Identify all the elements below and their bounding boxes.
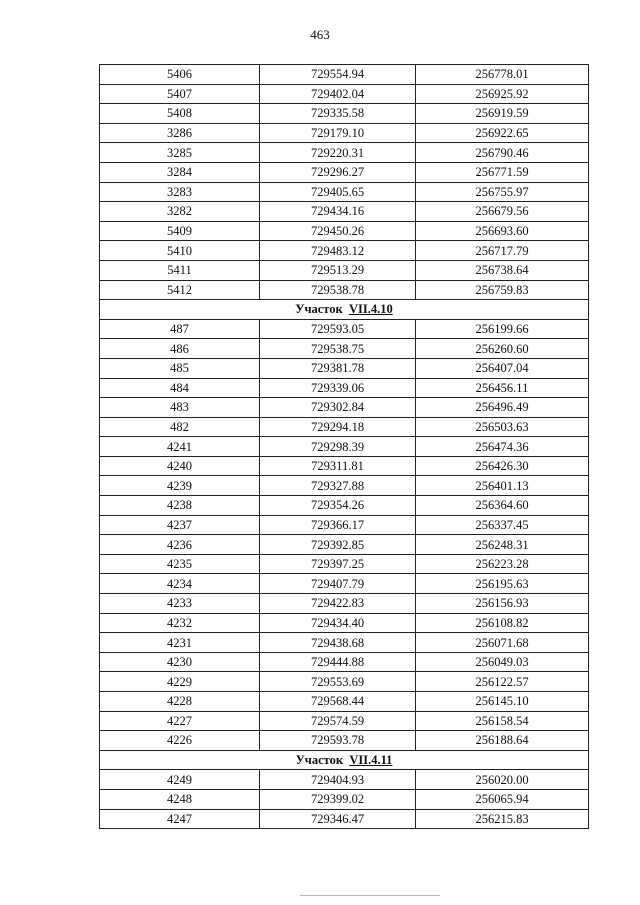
y-coordinate-cell: 256071.68: [416, 633, 589, 653]
y-coordinate-cell: 256496.49: [416, 398, 589, 418]
table-row: [100, 711, 589, 731]
point-number-cell: 3283: [100, 182, 260, 202]
y-coordinate-cell: 256020.00: [416, 770, 589, 790]
point-number-cell: 4241: [100, 437, 260, 457]
point-number-cell: 5410: [100, 241, 260, 261]
x-coordinate-cell: 729296.27: [260, 162, 416, 182]
point-number-cell: 4233: [100, 594, 260, 614]
y-coordinate-cell: 256145.10: [416, 692, 589, 712]
table-row: [100, 809, 589, 829]
table-row: [100, 417, 589, 437]
table-row: [100, 182, 589, 202]
table-row: [100, 123, 589, 143]
x-coordinate-cell: 729404.93: [260, 770, 416, 790]
point-number-cell: 4236: [100, 535, 260, 555]
page-number: 463: [310, 27, 330, 42]
section-label: Участок: [295, 302, 343, 317]
y-coordinate-cell: 256188.64: [416, 731, 589, 751]
point-number-cell: 4226: [100, 731, 260, 751]
point-number-cell: 486: [100, 339, 260, 359]
table-row: [100, 280, 589, 300]
y-coordinate-cell: 256108.82: [416, 613, 589, 633]
x-coordinate-cell: 729294.18: [260, 417, 416, 437]
y-coordinate-cell: 256426.30: [416, 456, 589, 476]
point-number-cell: 4248: [100, 789, 260, 809]
y-coordinate-cell: 256049.03: [416, 652, 589, 672]
point-number-cell: 4240: [100, 456, 260, 476]
table-row: [100, 143, 589, 163]
table-row: [100, 202, 589, 222]
y-coordinate-cell: 256759.83: [416, 280, 589, 300]
y-coordinate-cell: 256778.01: [416, 65, 589, 85]
point-number-cell: 4239: [100, 476, 260, 496]
coordinates-table: [99, 64, 589, 829]
point-number-cell: 4227: [100, 711, 260, 731]
table-row: [100, 672, 589, 692]
x-coordinate-cell: 729399.02: [260, 789, 416, 809]
y-coordinate-cell: 256925.92: [416, 84, 589, 104]
table-row: [100, 731, 589, 751]
x-coordinate-cell: 729434.40: [260, 613, 416, 633]
table-row: [100, 456, 589, 476]
y-coordinate-cell: 256717.79: [416, 241, 589, 261]
point-number-cell: 483: [100, 398, 260, 418]
table-row: [100, 613, 589, 633]
x-coordinate-cell: 729339.06: [260, 378, 416, 398]
point-number-cell: 487: [100, 319, 260, 339]
point-number-cell: 3285: [100, 143, 260, 163]
x-coordinate-cell: 729538.78: [260, 280, 416, 300]
table-row: [100, 162, 589, 182]
y-coordinate-cell: 256065.94: [416, 789, 589, 809]
x-coordinate-cell: 729302.84: [260, 398, 416, 418]
point-number-cell: 4238: [100, 496, 260, 516]
y-coordinate-cell: 256158.54: [416, 711, 589, 731]
x-coordinate-cell: 729397.25: [260, 554, 416, 574]
x-coordinate-cell: 729568.44: [260, 692, 416, 712]
x-coordinate-cell: 729405.65: [260, 182, 416, 202]
x-coordinate-cell: 729553.69: [260, 672, 416, 692]
table-row: [100, 437, 589, 457]
table-row: [100, 554, 589, 574]
coordinates-table-body: [100, 65, 589, 829]
point-number-cell: 485: [100, 358, 260, 378]
y-coordinate-cell: 256456.11: [416, 378, 589, 398]
point-number-cell: 5409: [100, 221, 260, 241]
point-number-cell: 4234: [100, 574, 260, 594]
x-coordinate-cell: 729392.85: [260, 535, 416, 555]
y-coordinate-cell: 256156.93: [416, 594, 589, 614]
table-row: [100, 104, 589, 124]
x-coordinate-cell: 729381.78: [260, 358, 416, 378]
x-coordinate-cell: 729593.78: [260, 731, 416, 751]
x-coordinate-cell: 729220.31: [260, 143, 416, 163]
point-number-cell: 4232: [100, 613, 260, 633]
table-row: [100, 770, 589, 790]
point-number-cell: 484: [100, 378, 260, 398]
x-coordinate-cell: 729346.47: [260, 809, 416, 829]
x-coordinate-cell: 729554.94: [260, 65, 416, 85]
y-coordinate-cell: 256122.57: [416, 672, 589, 692]
x-coordinate-cell: 729327.88: [260, 476, 416, 496]
table-row: [100, 496, 589, 516]
table-row: [100, 515, 589, 535]
point-number-cell: 3282: [100, 202, 260, 222]
table-row: [100, 535, 589, 555]
table-row: [100, 476, 589, 496]
point-number-cell: 5406: [100, 65, 260, 85]
y-coordinate-cell: 256919.59: [416, 104, 589, 124]
point-number-cell: 4237: [100, 515, 260, 535]
x-coordinate-cell: 729354.26: [260, 496, 416, 516]
y-coordinate-cell: 256693.60: [416, 221, 589, 241]
x-coordinate-cell: 729483.12: [260, 241, 416, 261]
point-number-cell: 4249: [100, 770, 260, 790]
point-number-cell: 4247: [100, 809, 260, 829]
x-coordinate-cell: 729438.68: [260, 633, 416, 653]
section-code: VII.4.10: [348, 302, 393, 317]
point-number-cell: 4229: [100, 672, 260, 692]
y-coordinate-cell: 256474.36: [416, 437, 589, 457]
y-coordinate-cell: 256401.13: [416, 476, 589, 496]
point-number-cell: 4235: [100, 554, 260, 574]
table-row: [100, 84, 589, 104]
bottom-rule: [300, 895, 440, 896]
y-coordinate-cell: 256771.59: [416, 162, 589, 182]
x-coordinate-cell: 729366.17: [260, 515, 416, 535]
x-coordinate-cell: 729402.04: [260, 84, 416, 104]
x-coordinate-cell: 729298.39: [260, 437, 416, 457]
y-coordinate-cell: 256790.46: [416, 143, 589, 163]
y-coordinate-cell: 256215.83: [416, 809, 589, 829]
point-number-cell: 482: [100, 417, 260, 437]
x-coordinate-cell: 729538.75: [260, 339, 416, 359]
y-coordinate-cell: 256364.60: [416, 496, 589, 516]
point-number-cell: 5407: [100, 84, 260, 104]
y-coordinate-cell: 256195.63: [416, 574, 589, 594]
section-label: Участок: [295, 753, 344, 768]
point-number-cell: 5412: [100, 280, 260, 300]
x-coordinate-cell: 729513.29: [260, 260, 416, 280]
section-header: [100, 300, 589, 320]
x-coordinate-cell: 729574.59: [260, 711, 416, 731]
table-row: [100, 398, 589, 418]
y-coordinate-cell: 256503.63: [416, 417, 589, 437]
y-coordinate-cell: 256260.60: [416, 339, 589, 359]
section-code: VII.4.11: [349, 753, 393, 768]
y-coordinate-cell: 256199.66: [416, 319, 589, 339]
point-number-cell: 4230: [100, 652, 260, 672]
x-coordinate-cell: 729422.83: [260, 594, 416, 614]
y-coordinate-cell: 256679.56: [416, 202, 589, 222]
x-coordinate-cell: 729179.10: [260, 123, 416, 143]
point-number-cell: 5408: [100, 104, 260, 124]
section-header: [100, 750, 589, 770]
table-row: [100, 594, 589, 614]
y-coordinate-cell: 256248.31: [416, 535, 589, 555]
section-header-row: [100, 750, 589, 770]
y-coordinate-cell: 256738.64: [416, 260, 589, 280]
y-coordinate-cell: 256755.97: [416, 182, 589, 202]
x-coordinate-cell: 729444.88: [260, 652, 416, 672]
x-coordinate-cell: 729434.16: [260, 202, 416, 222]
x-coordinate-cell: 729407.79: [260, 574, 416, 594]
table-row: [100, 339, 589, 359]
table-row: [100, 574, 589, 594]
x-coordinate-cell: 729450.26: [260, 221, 416, 241]
table-row: [100, 319, 589, 339]
table-row: [100, 65, 589, 85]
table-row: [100, 241, 589, 261]
table-row: [100, 633, 589, 653]
table-row: [100, 378, 589, 398]
table-row: [100, 652, 589, 672]
point-number-cell: 3284: [100, 162, 260, 182]
y-coordinate-cell: 256337.45: [416, 515, 589, 535]
point-number-cell: 4231: [100, 633, 260, 653]
x-coordinate-cell: 729311.81: [260, 456, 416, 476]
point-number-cell: 4228: [100, 692, 260, 712]
x-coordinate-cell: 729335.58: [260, 104, 416, 124]
point-number-cell: 3286: [100, 123, 260, 143]
section-header-row: [100, 300, 589, 320]
point-number-cell: 5411: [100, 260, 260, 280]
table-row: [100, 221, 589, 241]
table-row: [100, 358, 589, 378]
table-row: [100, 692, 589, 712]
table-row: [100, 260, 589, 280]
x-coordinate-cell: 729593.05: [260, 319, 416, 339]
y-coordinate-cell: 256922.65: [416, 123, 589, 143]
y-coordinate-cell: 256223.28: [416, 554, 589, 574]
table-row: [100, 789, 589, 809]
y-coordinate-cell: 256407.04: [416, 358, 589, 378]
